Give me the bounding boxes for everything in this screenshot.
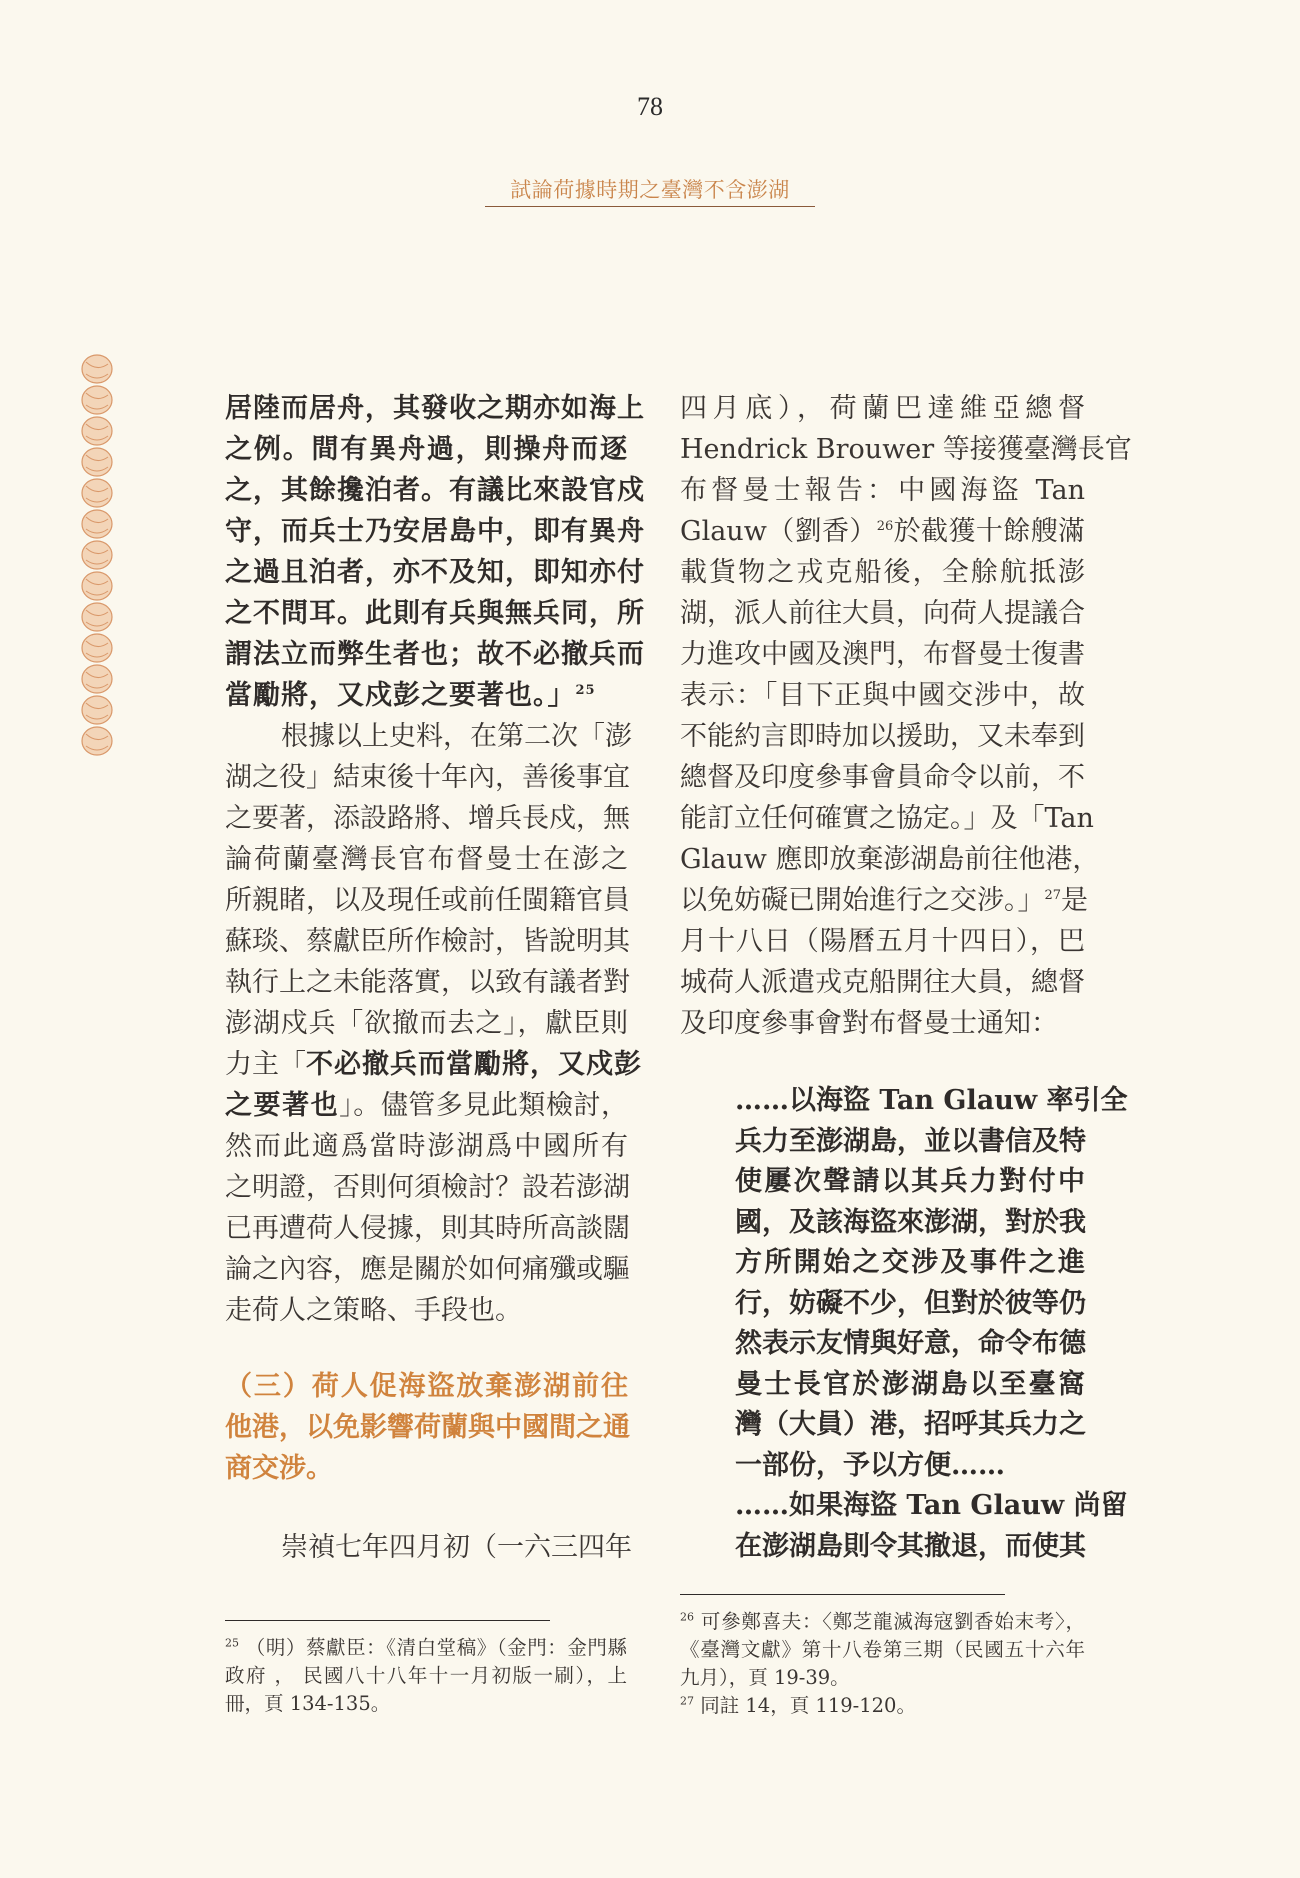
text-line (680, 511, 1085, 552)
footnote-ref: 27 (1044, 888, 1062, 903)
footnote-text: （明）蔡獻臣：《清白堂稿》（金門：金門縣政府 ， 民國八十八年十一月初版一刷），上冊，頁 134-135。 (225, 1636, 627, 1715)
section-title (225, 1366, 628, 1489)
inline-text: 以免妨礙已開始進行之交涉。」 (680, 885, 1045, 916)
footnote-number: 25 (225, 1636, 239, 1650)
footnote-number: 27 (680, 1694, 694, 1708)
footnote-25 (225, 1634, 627, 1718)
text-line: 能訂立任何確實之協定。」及「Tan (680, 803, 1094, 834)
quote-line: 灣（大員）港，招呼其兵力之 (735, 1409, 1086, 1440)
text-line: 表示：「目下正與中國交涉中，故 (680, 680, 1085, 711)
text-line: 湖，派人前往大員，向荷人提議合 (680, 598, 1085, 629)
quote-line: 一部份，予以方便…… (735, 1449, 1005, 1481)
quote-line: 國，及該海盜來澎湖，對於我 (735, 1206, 1086, 1238)
footnote-text: 同註 14，頁 119-120。 (700, 1694, 916, 1717)
text-line: 之明證，否則何須檢討？設若澎湖 (225, 1172, 630, 1203)
text-line: 力進攻中國及澳門，布督曼士復書 (680, 639, 1085, 670)
text-line: 居陸而居舟，其發收之期亦如海上 (225, 393, 645, 424)
text-line: 走荷人之策略、手段也。 (225, 1295, 522, 1326)
text-line (680, 880, 1089, 921)
text-line (225, 675, 628, 716)
text-line: 城荷人派遣戎克船開往大員，總督 (680, 967, 1085, 998)
quote-line: 使屢次聲請以其兵力對付中 (735, 1166, 1085, 1197)
text-line: 四月底），荷蘭巴達維亞總督 (680, 393, 1085, 424)
text-line: 然而此適爲當時澎湖爲中國所有 (225, 1131, 628, 1162)
text-line (225, 1044, 642, 1085)
quote-line: ……如果海盜 Tan Glauw 尚留 (735, 1490, 1128, 1521)
text-line: 所親睹，以及現任或前任閩籍官員 (225, 885, 630, 916)
text-line: 之要著，添設路將、增兵長戍，無 (225, 803, 630, 834)
quote-line: 行，妨礙不少，但對於彼等仍 (735, 1287, 1086, 1319)
footnotes-left (225, 1634, 627, 1718)
footnotes-right (680, 1608, 1085, 1720)
quote-line: 然表示友情與好意，命令布德 (735, 1328, 1086, 1359)
footnote-26 (680, 1608, 1085, 1692)
chain-ornament-icon (78, 352, 116, 767)
text-line: 執行上之未能落實，以致有議者對 (225, 967, 630, 998)
inline-text: 於截獲十餘艘滿 (893, 516, 1085, 547)
footnote-27 (680, 1692, 1085, 1720)
text-line: 謂法立而弊生者也；故不必撤兵而 (225, 639, 645, 670)
body-paragraph (680, 388, 1132, 1044)
right-column (680, 388, 1132, 1567)
text-line: 不能約言即時加以援助，又未奉到 (680, 721, 1085, 752)
quote-line: 方所開始之交涉及事件之進 (735, 1247, 1085, 1278)
footnote-divider-left (225, 1620, 550, 1621)
text-line: 布督曼士報告：中國海盜 Tan (680, 475, 1085, 506)
inline-text: Glauw（劉香） (680, 516, 877, 547)
text-line: 守，而兵士乃安居島中，即有異舟 (225, 516, 645, 547)
text-line: 根據以上史料，在第二次「澎 (281, 721, 632, 752)
left-column (225, 388, 645, 1568)
text-line: Hendrick Brouwer 等接獲臺灣長官 (680, 434, 1132, 465)
text-line: 總督及印度參事會員命令以前，不 (680, 762, 1085, 793)
text-line (225, 1085, 628, 1126)
footnote-text: 可參鄭喜夫：〈鄭芝龍滅海寇劉香始末考〉，《臺灣文獻》第十八卷第三期（民國五十六年九月），頁 19-39。 (680, 1610, 1085, 1689)
text-line: 載貨物之戎克船後，全艅航抵澎 (680, 557, 1085, 588)
text-line: 論之內容，應是關於如何痛殲或驅 (225, 1254, 630, 1285)
text-line: 之不問耳。此則有兵與無兵同，所 (225, 598, 645, 629)
text-line: 蘇琰、蔡獻臣所作檢討，皆說明其 (225, 926, 630, 957)
quote-line: 曼士長官於澎湖島以至臺窩 (735, 1368, 1085, 1400)
body-paragraph (225, 716, 642, 1331)
page-number: 78 (637, 92, 663, 121)
text-line: 澎湖戍兵「欲撤而去之」，獻臣則 (225, 1008, 628, 1039)
text-line: 論荷蘭臺灣長官布督曼士在澎之 (225, 844, 628, 875)
text-line: 之例。間有異舟過，則操舟而逐 (225, 434, 628, 465)
section-title-line: （三）荷人促海盜放棄澎湖前往 (225, 1371, 628, 1402)
quote-line: 兵力至澎湖島，並以書信及特 (735, 1125, 1086, 1157)
running-header: 試論荷據時期之臺灣不含澎湖 (485, 174, 815, 207)
quote-block-left (225, 388, 645, 716)
section-title-line: 商交涉。 (225, 1453, 333, 1484)
inline-text: 是 (1061, 885, 1089, 916)
text-line: 湖之役」結束後十年內，善後事宜 (225, 762, 630, 793)
text-line: 月十八日（陽曆五月十四日），巴 (680, 926, 1085, 957)
footnote-number: 26 (680, 1610, 694, 1624)
inline-text: 」。儘管多見此類檢討， (339, 1090, 629, 1121)
text-line: 崇禎七年四月初（一六三四年 (281, 1532, 632, 1563)
text-line: 之，其餘攙泊者。有議比來設官戍 (225, 475, 645, 506)
footnote-divider-right (680, 1594, 1005, 1595)
section-title-line: 他港，以免影響荷蘭與中國間之通 (225, 1412, 630, 1443)
quote-last-text: 當勵將，又戍彭之要著也。」 (225, 680, 576, 711)
text-line: Glauw 應即放棄澎湖島前往他港， (680, 844, 1100, 875)
inline-text: 力主「 (225, 1049, 306, 1080)
inline-quote: 不必撤兵而當勵將，又戍彭 (306, 1049, 642, 1080)
text-line: 之過且泊者，亦不及知，即知亦付 (225, 557, 645, 588)
text-line: 及印度參事會對布督曼士通知： (680, 1008, 1058, 1039)
footnote-ref: 26 (876, 519, 894, 534)
block-quote (680, 1081, 1128, 1567)
text-line: 已再遭荷人侵據，則其時所高談闊 (225, 1213, 630, 1244)
quote-line: 在澎湖島則令其撤退，而使其 (735, 1530, 1086, 1562)
inline-quote: 之要著也 (225, 1090, 340, 1121)
footnote-ref: 25 (575, 683, 596, 698)
quote-line: ……以海盜 Tan Glauw 率引全 (735, 1085, 1128, 1116)
